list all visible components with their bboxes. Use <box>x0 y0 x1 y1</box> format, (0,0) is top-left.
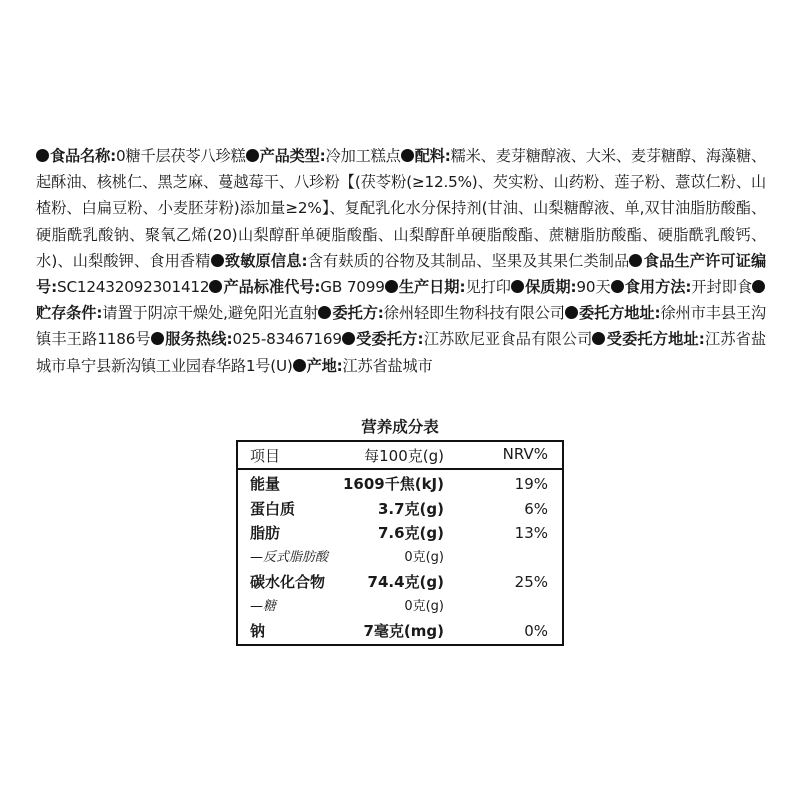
table-row <box>238 546 562 570</box>
bullet-dot-icon <box>318 306 331 319</box>
info-key: 配料: <box>414 147 451 165</box>
info-usage <box>611 278 752 296</box>
info-hotline <box>151 330 342 348</box>
info-value: 请置于阴凉干燥处,避免阳光直射 <box>102 304 319 323</box>
info-production-date <box>385 278 511 296</box>
bullet-dot-icon <box>246 149 259 162</box>
info-value: 徐州市丰县王沟镇丰王路1186号 <box>36 304 767 349</box>
nutrient-nrv: 13% <box>514 524 548 542</box>
nutrient-nrv: 25% <box>514 573 548 591</box>
bullet-dot-icon <box>293 359 306 372</box>
info-key: 产地: <box>306 356 343 375</box>
info-value: 江苏欧尼亚食品有限公司 <box>423 330 593 349</box>
info-value: 江苏省盐城市阜宁县新沟镇工业园春华路1号(U) <box>36 330 766 375</box>
info-key: 生产日期: <box>398 278 466 297</box>
bullet-dot-icon <box>511 280 524 293</box>
nutrient-amount: 0克(g) <box>404 599 444 614</box>
table-row <box>238 521 562 545</box>
nutrient-name: 蛋白质 <box>250 500 296 518</box>
info-key: 受委托方: <box>355 330 424 349</box>
header-nrv: NRV% <box>502 445 548 463</box>
header-per-100g: 每100克(g) <box>364 447 444 465</box>
info-value: 90天 <box>576 278 611 297</box>
info-value: 见打印 <box>465 278 511 297</box>
bullet-dot-icon <box>752 280 765 293</box>
info-value: 徐州轻即生物科技有限公司 <box>383 304 565 323</box>
nutrition-table <box>236 440 564 646</box>
info-product-name <box>36 147 246 165</box>
info-standard <box>209 278 384 296</box>
bullet-dot-icon <box>342 332 355 345</box>
info-key: 服务热线: <box>164 330 233 349</box>
info-value: SC12432092301412 <box>57 278 210 297</box>
nutrient-name: —反式脂肪酸 <box>250 550 329 565</box>
nutrient-name: 钠 <box>250 622 266 640</box>
nutrient-name: —糖 <box>250 599 277 614</box>
info-key: 产品标准代号: <box>223 278 321 297</box>
nutrient-amount: 3.7克(g) <box>377 500 444 518</box>
info-key: 委托方地址: <box>578 304 661 323</box>
nutrient-nrv: 6% <box>524 500 548 518</box>
info-value: GB 7099 <box>320 278 385 297</box>
bullet-dot-icon <box>209 280 222 293</box>
info-value: 含有麸质的谷物及其制品、坚果及其果仁类制品 <box>307 251 630 270</box>
table-row <box>238 497 562 521</box>
bullet-dot-icon <box>611 280 624 293</box>
table-row <box>238 472 562 496</box>
header-item: 项目 <box>250 447 281 465</box>
nutrient-amount: 7毫克(mg) <box>363 622 444 640</box>
bullet-dot-icon <box>211 254 224 267</box>
nutrition-table-header <box>238 442 562 470</box>
table-row <box>238 619 562 643</box>
table-row <box>238 570 562 594</box>
info-value: 0糖千层茯苓八珍糕 <box>115 147 246 165</box>
bullet-dot-icon <box>385 280 398 293</box>
info-value: 025-83467169 <box>232 330 342 349</box>
info-key: 食用方法: <box>624 278 692 297</box>
bullet-dot-icon <box>565 306 578 319</box>
info-allergen <box>211 252 630 270</box>
bullet-dot-icon <box>151 332 164 345</box>
info-key: 贮存条件: <box>36 304 103 323</box>
info-key: 食品名称: <box>50 147 116 165</box>
nutrient-nrv: 19% <box>514 475 548 493</box>
bullet-dot-icon <box>592 332 605 345</box>
nutrient-amount: 7.6克(g) <box>377 524 444 542</box>
nutrient-amount: 0克(g) <box>404 550 444 565</box>
info-key: 致敏原信息: <box>224 251 308 270</box>
bullet-dot-icon <box>401 149 414 162</box>
info-value: 冷加工糕点 <box>325 147 401 165</box>
table-row <box>238 595 562 619</box>
info-key: 产品类型: <box>259 147 326 165</box>
info-key: 保质期: <box>524 278 577 297</box>
info-product-type <box>246 147 401 165</box>
info-key: 食品生产许可证编号: <box>36 251 766 297</box>
bullet-dot-icon <box>629 254 642 267</box>
info-shelf-life <box>511 278 611 296</box>
info-value: 糯米、麦芽糖醇液、大米、麦芽糖醇、海藻糖、起酥油、核桃仁、黑芝麻、蔓越莓干、八珍粉【(茯苓粉(≥12.5%)、芡实粉、山药粉、莲子粉、薏苡仁粉、山楂粉、白扁豆粉、小麦胚芽粉)添加量≥2%】、复配乳化水分保持剂(甘油、山梨糖醇液、单,双甘油脂肪酸酯、硬脂酰乳酸钠、聚氧乙烯(20)山梨醇酐单硬脂酸酯、山梨醇酐单硬脂酸酯、蔗糖脂肪酸酯、硬脂酰乳酸钙、水)、山梨酸钾、食用香精 <box>36 147 766 270</box>
nutrient-amount: 1609千焦(kJ) <box>342 475 444 493</box>
info-client <box>318 304 565 322</box>
product-info-paragraph <box>36 143 766 379</box>
info-origin <box>293 357 433 375</box>
info-key: 受委托方地址: <box>606 330 705 349</box>
nutrient-name: 能量 <box>250 475 281 493</box>
info-value: 江苏省盐城市 <box>342 356 433 375</box>
nutrient-nrv: 0% <box>524 622 548 640</box>
nutrient-name: 脂肪 <box>250 524 281 542</box>
nutrition-table-title: 营养成分表 <box>361 418 439 436</box>
info-key: 委托方: <box>332 304 384 323</box>
bullet-dot-icon <box>36 149 49 162</box>
info-value: 开封即食 <box>691 278 752 297</box>
nutrient-amount: 74.4克(g) <box>367 573 444 591</box>
info-manufacturer <box>342 330 593 348</box>
nutrient-name: 碳水化合物 <box>250 573 326 591</box>
